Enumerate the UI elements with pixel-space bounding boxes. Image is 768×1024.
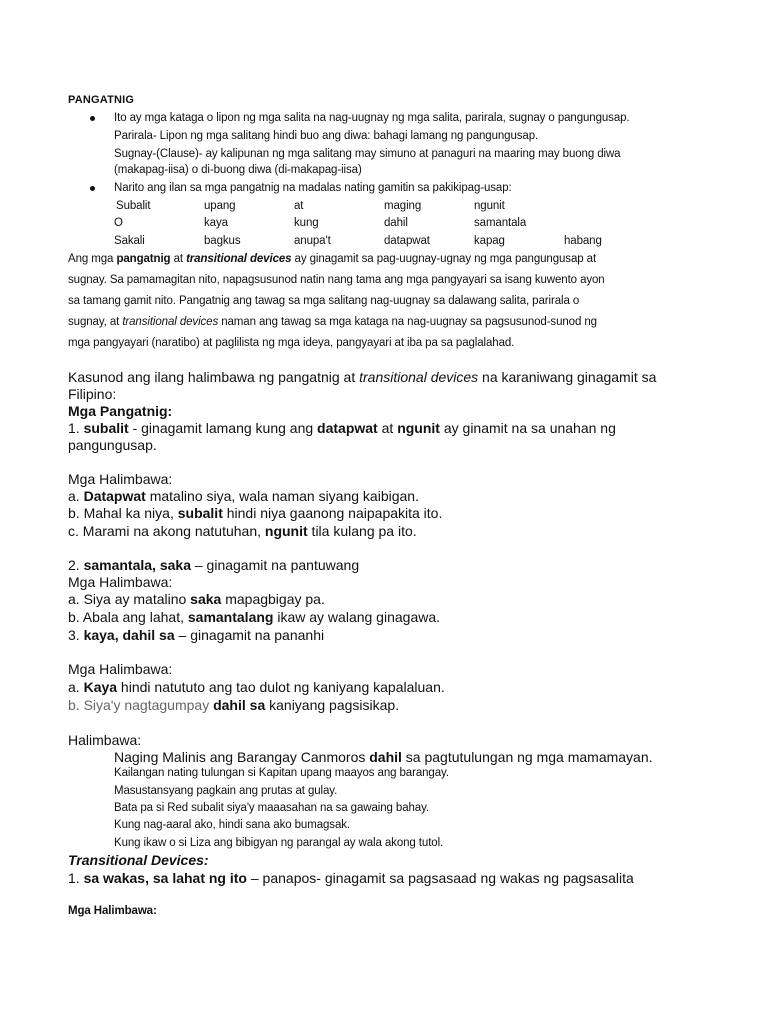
example-line: b. Siya'y nagtagumpay dahil sa kaniyang pagsisikap. [68, 697, 400, 713]
example-label: Mga Halimbawa: [68, 661, 173, 677]
bullet1-line3: Sugnay-(Clause)- ay kalipunan ng mga salitang may simuno at panaguri na maaring may buong diwa [114, 148, 621, 160]
example-line: b. Abala ang lahat, samantalang ikaw ay walang ginagawa. [68, 609, 441, 625]
section-heading: Mga Pangatnig: [68, 403, 173, 419]
intro-line: Filipino: [68, 386, 117, 402]
paragraph-line: mga pangyayari (naratibo) at paglilista ng mga ideya, pangyayari at iba pa sa paglalahad. [68, 337, 515, 349]
paragraph-line: sugnay, at transitional devices naman ang tawag sa mga kataga na nag-uugnay sa pagsusunod-sunod ng [68, 316, 597, 328]
table-cell: maging [384, 200, 422, 212]
table-cell: ngunit [474, 200, 505, 212]
example-line: b. Mahal ka niya, subalit hindi niya gaanong naipapakita ito. [68, 505, 443, 521]
example-line: c. Marami na akong natutuhan, ngunit tila kulang pa ito. [68, 523, 417, 539]
example-line: a. Kaya hindi natututo ang tao dulot ng kaniyang kapalaluan. [68, 679, 445, 695]
example-label: Mga Halimbawa: [68, 471, 173, 487]
table-cell: datapwat [384, 235, 430, 247]
example-sentence: Bata pa si Red subalit siya'y maaasahan na sa gawaing bahay. [114, 802, 429, 814]
table-cell: kung [294, 217, 319, 229]
table-cell: kapag [474, 235, 505, 247]
example-label: Halimbawa: [68, 732, 142, 748]
example-label: Mga Halimbawa: [68, 905, 157, 917]
example-label: Mga Halimbawa: [68, 574, 173, 590]
bullet2-line1: Narito ang ilan sa mga pangatnig na madalas nating gamitin sa pakikipag-usap: [114, 182, 512, 194]
bullet-marker [90, 186, 95, 191]
example-sentence: Kung nag-aaral ako, hindi sana ako bumagsak. [114, 819, 350, 831]
paragraph-line: sa tamang gamit nito. Pangatnig ang tawag sa mga salitang nag-uugnay sa dalawang salita, parirala o [68, 295, 580, 307]
example-sentence: Masustansyang pagkain ang prutas at gulay. [114, 785, 338, 797]
list-item: 1. sa wakas, sa lahat ng ito – panapos- ginagamit sa pagsasaad ng wakas ng pagsasalita [68, 870, 634, 886]
table-cell: habang [564, 235, 602, 247]
table-cell: dahil [384, 217, 408, 229]
section-heading: Transitional Devices: [68, 852, 209, 868]
table-cell: at [294, 200, 304, 212]
document-heading: PANGATNIG [68, 94, 135, 106]
list-item: 3. kaya, dahil sa – ginagamit na pananhi [68, 627, 325, 643]
example-line: Naging Malinis ang Barangay Canmoros dahil sa pagtutulungan ng mga mamamayan. [114, 749, 653, 765]
table-cell: upang [204, 200, 236, 212]
list-item: 1. subalit - ginagamit lamang kung ang datapwat at ngunit ay ginamit na sa unahan ng [68, 420, 616, 436]
table-cell: Sakali [114, 235, 145, 247]
example-line: a. Siya ay matalino saka mapagbigay pa. [68, 591, 325, 607]
bullet1-line4: (makapag-iisa) o di-buong diwa (di-makapag-iisa) [114, 164, 362, 176]
table-cell: O [114, 217, 123, 229]
intro-line: Kasunod ang ilang halimbawa ng pangatnig at transitional devices na karaniwang ginagamit sa [68, 369, 657, 385]
bullet-marker [90, 116, 95, 121]
table-cell: Subalit [116, 200, 151, 212]
bullet1-line1: Ito ay mga kataga o lipon ng mga salita na nag-uugnay ng mga salita, parirala, sugnay o pangungusap. [114, 112, 630, 124]
table-cell: kaya [204, 217, 228, 229]
example-sentence: Kung ikaw o si Liza ang bibigyan ng parangal ay wala akong tutol. [114, 837, 444, 849]
example-sentence: Kailangan nating tulungan si Kapitan upang maayos ang barangay. [114, 767, 449, 779]
list-item-continuation: pangungusap. [68, 437, 157, 453]
table-cell: bagkus [204, 235, 241, 247]
table-cell: anupa't [294, 235, 331, 247]
paragraph-line: sugnay. Sa pamamagitan nito, napagsusunod natin nang tama ang mga pangyayari sa isang kuwento ayon [68, 274, 605, 286]
table-cell: samantala [474, 217, 527, 229]
paragraph-line: Ang mga pangatnig at transitional devices ay ginagamit sa pag-uugnay-ugnay ng mga pangungusap at [68, 253, 597, 265]
bullet1-line2: Parirala- Lipon ng mga salitang hindi buo ang diwa: bahagi lamang ng pangungusap. [114, 130, 539, 142]
example-line: a. Datapwat matalino siya, wala naman siyang kaibigan. [68, 488, 419, 504]
list-item: 2. samantala, saka – ginagamit na pantuwang [68, 557, 360, 573]
